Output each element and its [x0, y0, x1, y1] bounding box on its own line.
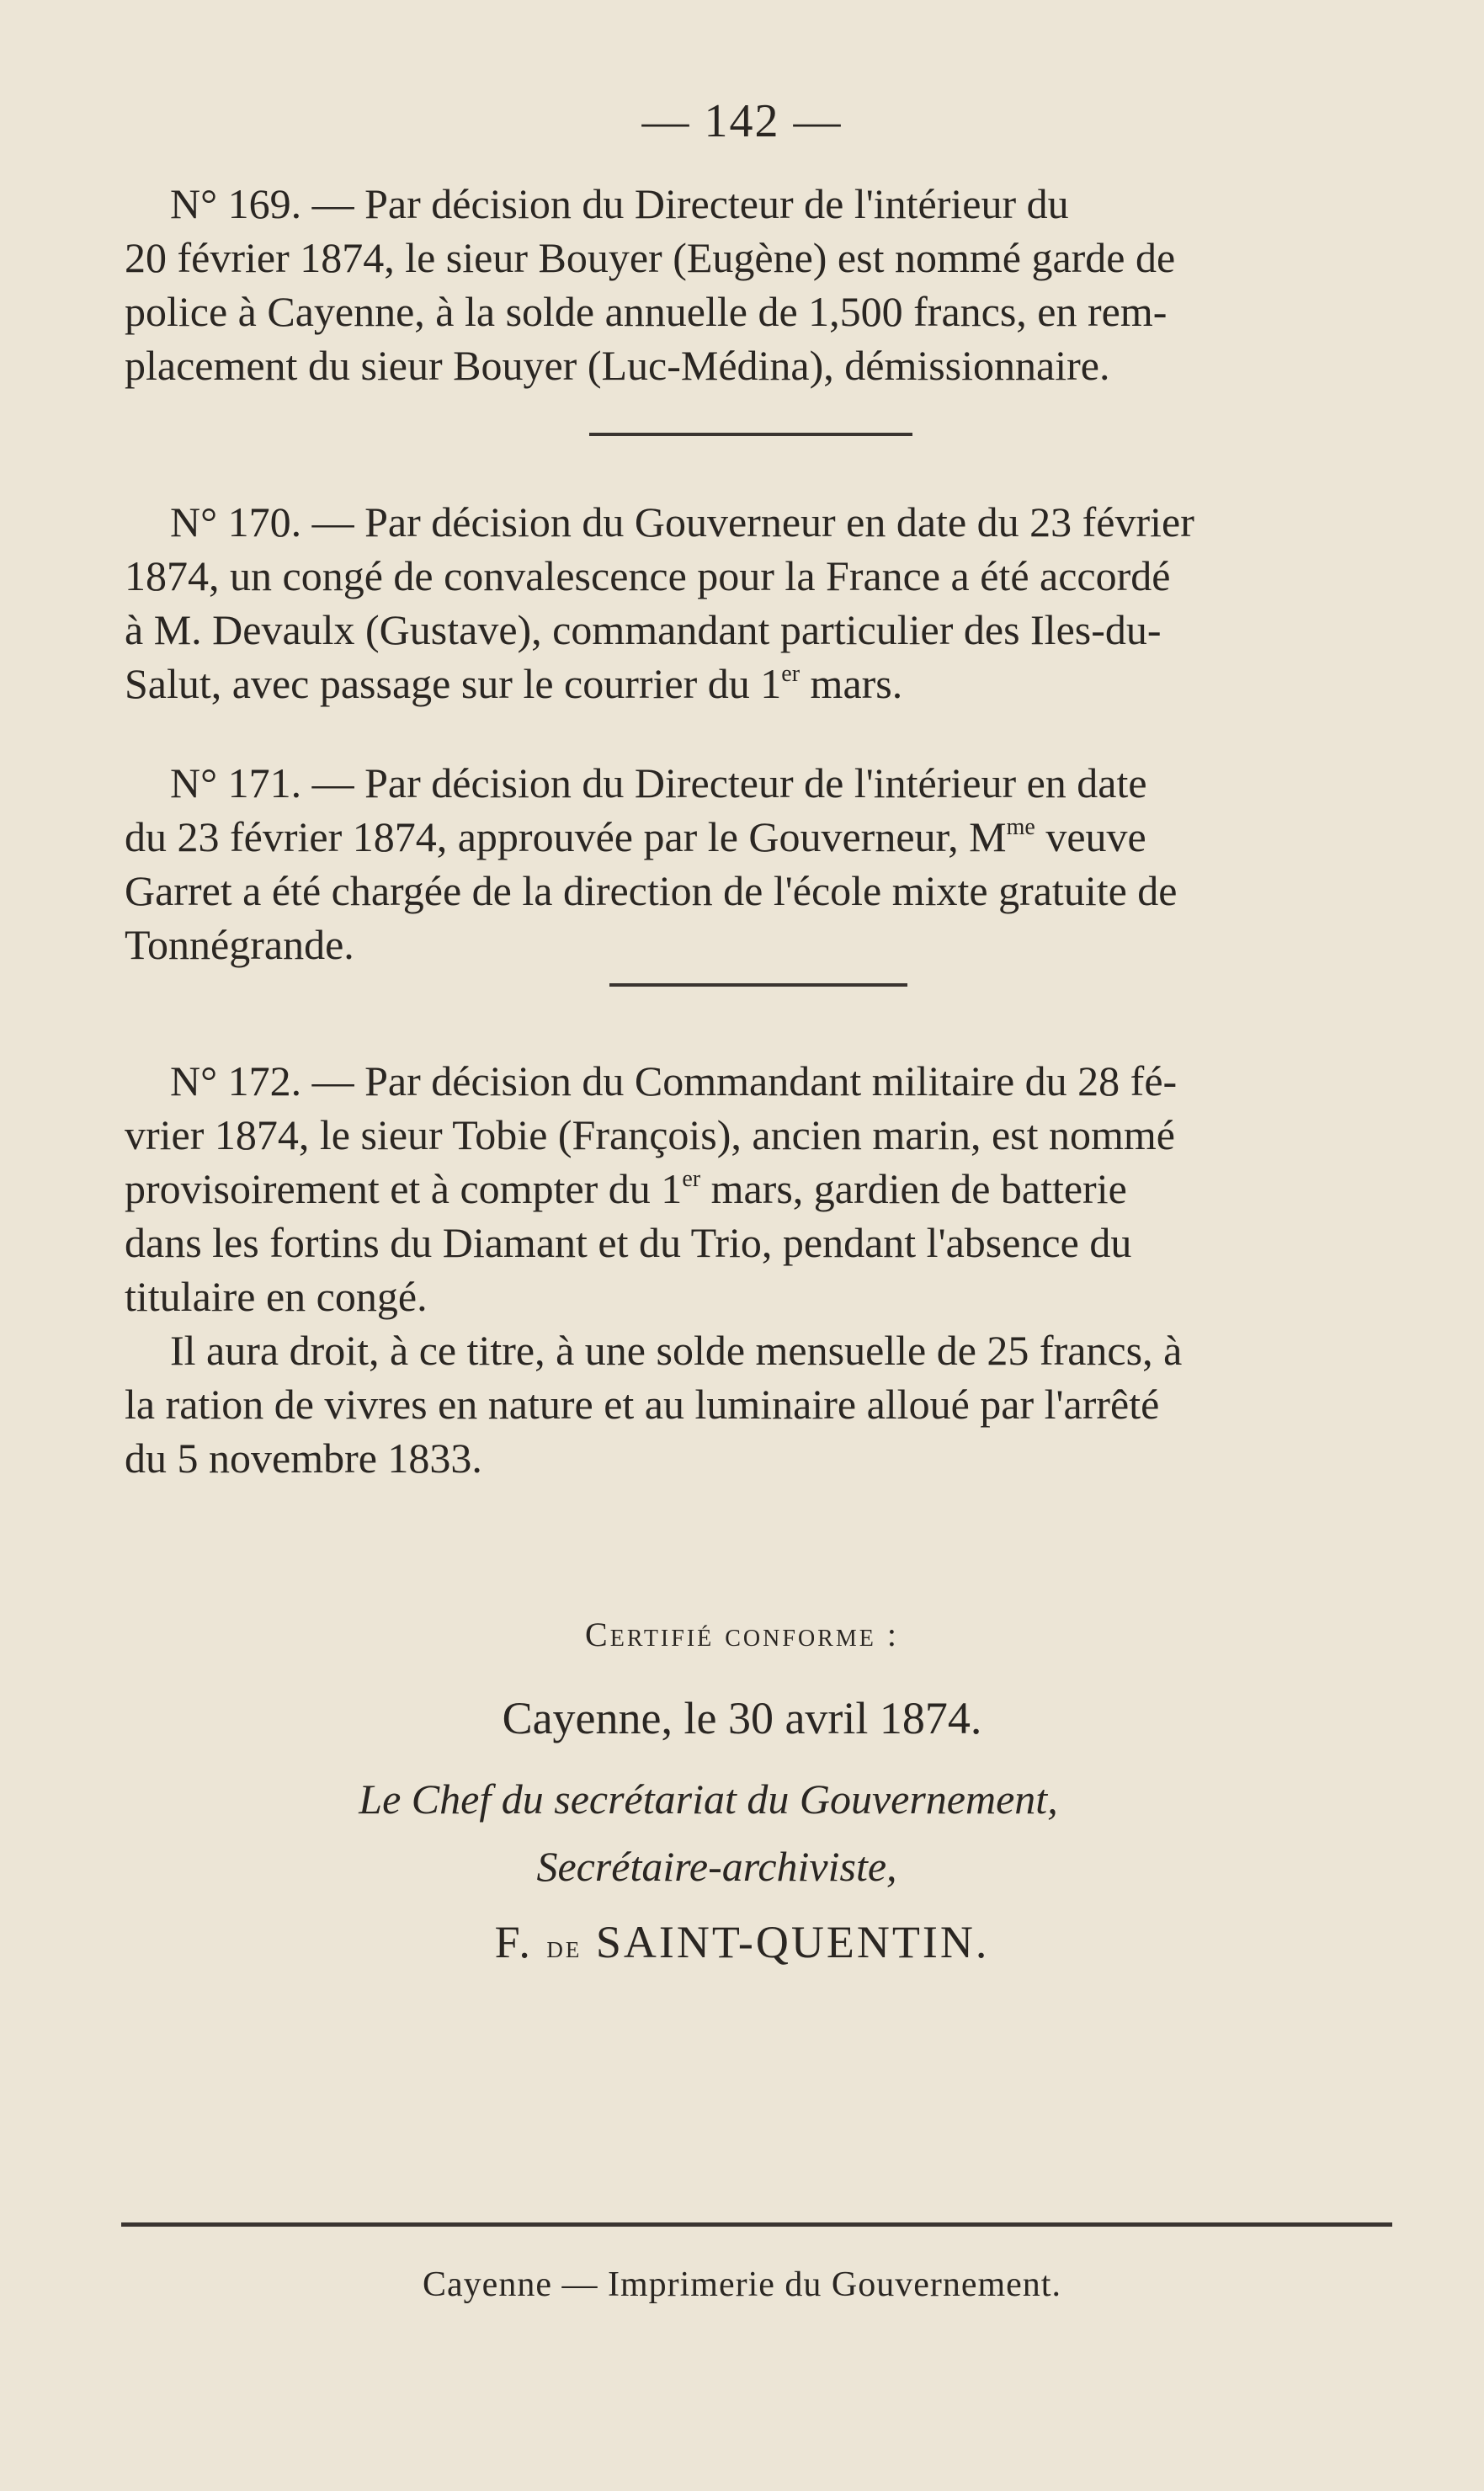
text-line: 1874, un congé de convalescence pour la France a été accordé — [125, 552, 1171, 599]
decision-170 — [125, 495, 1404, 711]
name-initial: F. — [494, 1917, 533, 1967]
footer-rule — [121, 2222, 1392, 2227]
text-line: N° 170. — Par décision du Gouverneur en date du 23 février — [170, 498, 1194, 546]
text-line: du 5 novembre 1833. — [125, 1434, 482, 1482]
separator-rule — [589, 433, 912, 436]
text-line: Il aura droit, à ce titre, à une solde mensuelle de 25 francs, à — [170, 1327, 1183, 1374]
text-segment: mars, gardien de batterie — [700, 1165, 1127, 1212]
text-line: 20 février 1874, le sieur Bouyer (Eugène) est nommé garde de — [125, 234, 1176, 281]
text-segment: veuve — [1035, 813, 1146, 860]
signatory-name — [0, 1916, 1484, 1968]
text-line — [125, 1162, 1404, 1216]
text-line: à M. Devaulx (Gustave), commandant particulier des Iles-du- — [125, 606, 1162, 653]
certifie-conforme: Certifié conforme : — [585, 1615, 899, 1653]
decision-172 — [125, 1054, 1404, 1485]
name-surname: SAINT-QUENTIN. — [595, 1917, 990, 1967]
text-segment: Salut, avec passage sur le courrier du 1 — [125, 660, 782, 707]
separator-rule — [609, 983, 907, 987]
name-particle: de — [546, 1929, 582, 1965]
text-line: titulaire en congé. — [125, 1273, 428, 1320]
superscript: me — [1006, 814, 1035, 840]
signatory-subtitle: Secrétaire-archiviste, — [536, 1843, 897, 1890]
page-number: — 142 — — [641, 95, 843, 147]
text-segment: mars. — [800, 660, 903, 707]
decision-171 — [125, 756, 1404, 971]
text-line: Tonnégrande. — [125, 921, 354, 968]
printer-imprint: Cayenne — Imprimerie du Gouvernement. — [423, 2265, 1061, 2304]
text-line: placement du sieur Bouyer (Luc-Médina), démissionnaire. — [125, 342, 1110, 389]
text-line: N° 172. — Par décision du Commandant militaire du 28 fé- — [170, 1057, 1178, 1104]
text-line: Garret a été chargée de la direction de l'école mixte gratuite de — [125, 867, 1178, 914]
superscript: er — [682, 1166, 701, 1192]
text-line: police à Cayenne, à la solde annuelle de 1,500 francs, en rem- — [125, 288, 1168, 335]
text-line: la ration de vivres en nature et au luminaire alloué par l'arrêté — [125, 1381, 1160, 1428]
text-segment: provisoirement et à compter du 1 — [125, 1165, 683, 1212]
text-line: N° 171. — Par décision du Directeur de l'intérieur en date — [170, 759, 1147, 806]
decision-169 — [125, 177, 1404, 392]
text-line — [125, 657, 1404, 711]
text-line: dans les fortins du Diamant et du Trio, pendant l'absence du — [125, 1219, 1132, 1266]
signatory-title: Le Chef du secrétariat du Gouvernement, — [359, 1775, 1058, 1823]
signature-date: Cayenne, le 30 avril 1874. — [502, 1693, 982, 1743]
text-segment: du 23 février 1874, approuvée par le Gouverneur, M — [125, 813, 1007, 860]
text-line: N° 169. — Par décision du Directeur de l'intérieur du — [170, 180, 1069, 227]
text-line: vrier 1874, le sieur Tobie (François), ancien marin, est nommé — [125, 1111, 1175, 1158]
text-line — [125, 810, 1404, 864]
superscript: er — [781, 661, 801, 687]
